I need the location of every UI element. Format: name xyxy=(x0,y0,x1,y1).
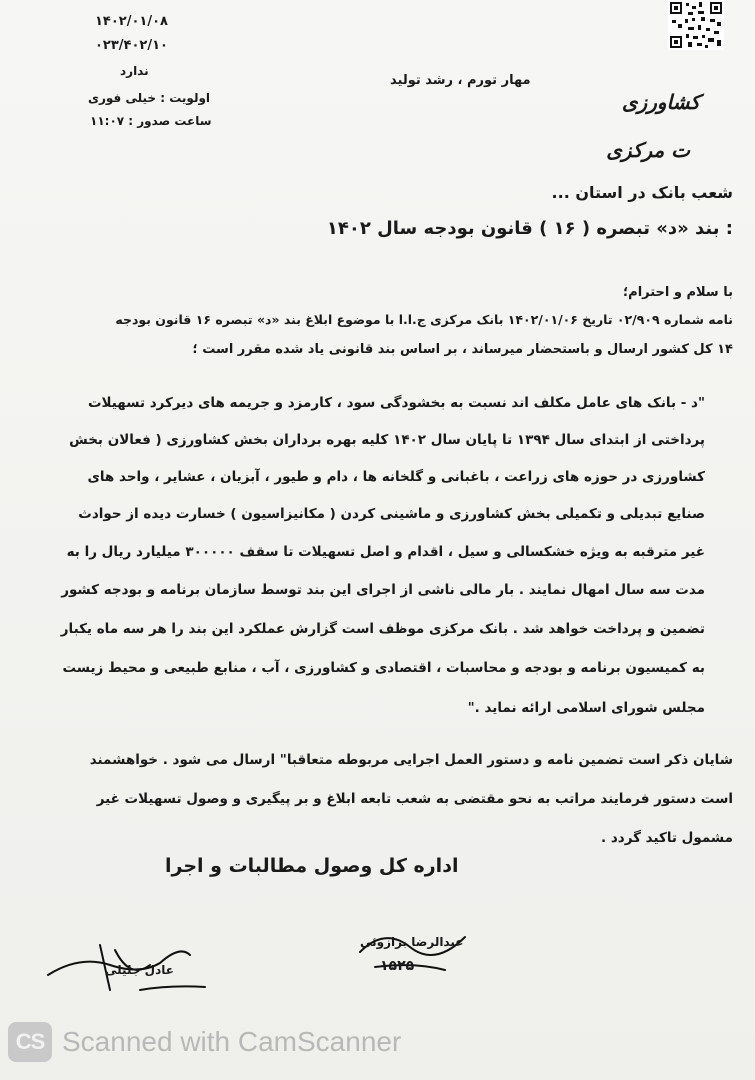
subject-line: : بند «د» تبصره ( ۱۶ ) قانون بودجه سال ۱۴۰۲ xyxy=(326,218,733,239)
closing-line: مشمول تاکید گردد . xyxy=(601,830,733,846)
issue-time: ساعت صدور : ۱۱:۰۷ xyxy=(90,114,212,128)
camscanner-text: Scanned with CamScanner xyxy=(62,1026,402,1057)
right-signer-code: ۱۵۲۵ xyxy=(380,958,415,974)
camscanner-watermark xyxy=(8,1022,401,1062)
quote-line: به کمیسیون برنامه و بودجه و محاسبات ، اقتصادی و کشاورزی ، آب ، منابع طبیعی و محیط زیست xyxy=(62,660,705,676)
bank-name-line2: ت مرکزی xyxy=(606,138,690,162)
closing-line: شایان ذکر است تضمین نامه و دستور العمل اجرایی مربوطه متعاقبا" ارسال می شود . خواهشمند xyxy=(89,752,733,768)
department-name: اداره کل وصول مطالبات و اجرا xyxy=(165,855,459,877)
quote-line: کشاورزی در حوزه های زراعت ، باغبانی و گلخانه ها ، دام و طیور ، آبزیان ، عشایر ، واحد های xyxy=(87,469,705,485)
qr-code-icon xyxy=(668,0,724,50)
bank-name-line1: کشاورزی xyxy=(621,90,700,114)
quote-line: صنایع تبدیلی و تکمیلی بخش کشاورزی و ماشینی کردن ( مکانیزاسیون ) خسارت دیده از حوادث xyxy=(78,506,705,522)
intro-line: ۱۴ کل کشور ارسال و باستحضار میرساند ، بر اساس بند قانونی یاد شده مقرر است ؛ xyxy=(192,342,733,357)
slogan-header: مهار تورم ، رشد تولید xyxy=(390,73,531,88)
closing-line: است دستور فرمایند مراتب به نحو مقتضی به شعب تابعه ابلاغ و بر پیگیری و وصول تسهیلات غیر xyxy=(96,791,733,807)
recipient: شعب بانک در استان ... xyxy=(551,183,733,202)
left-signer-name: عادل جلیلی xyxy=(105,963,174,977)
greeting: با سلام و احترام؛ xyxy=(622,285,733,300)
letter-date: ۱۴۰۲/۰۱/۰۸ xyxy=(95,14,168,29)
quote-line: تضمین و پرداخت خواهد شد . بانک مرکزی موظف است گزارش عملکرد این بند را هر سه ماه یکبار xyxy=(60,621,705,637)
attachment-status: ندارد xyxy=(120,64,149,78)
priority-label: اولویت : خیلی فوری xyxy=(88,91,211,105)
quote-line: پرداختی از ابتدای سال ۱۳۹۴ تا پایان سال ۱۴۰۲ کلیه بهره برداران بخش کشاورزی ( فعالان بخش xyxy=(69,432,705,448)
letter-number: ۰۲۳/۴۰۲/۱۰ xyxy=(95,38,168,53)
intro-line: نامه شماره ۰۲/۹۰۹ تاریخ ۱۴۰۲/۰۱/۰۶ بانک مرکزی ج.ا.ا با موضوع ابلاغ بند «د» تبصره ۱۶ قانون بودجه xyxy=(115,312,733,327)
right-signer-name: عبدالرضا برازوئی xyxy=(360,935,464,949)
quote-line: مجلس شورای اسلامی ارائه نماید ." xyxy=(467,700,705,716)
right-signature xyxy=(355,922,485,977)
quote-line: مدت سه سال امهال نمایند . بار مالی ناشی از اجرای این بند توسط سازمان برنامه و بودجه کشور xyxy=(61,582,705,598)
camscanner-logo-icon: CS xyxy=(8,1022,52,1062)
quote-line: "د - بانک های عامل مکلف اند نسبت به بخشودگی سود ، کارمزد و جریمه های دیرکرد تسهیلات xyxy=(87,395,705,411)
quote-line: غیر مترقبه به ویژه خشکسالی و سیل ، اقدام و اصل تسهیلات تا سقف ۳۰۰۰۰۰ میلیارد ریال را به xyxy=(66,544,705,560)
